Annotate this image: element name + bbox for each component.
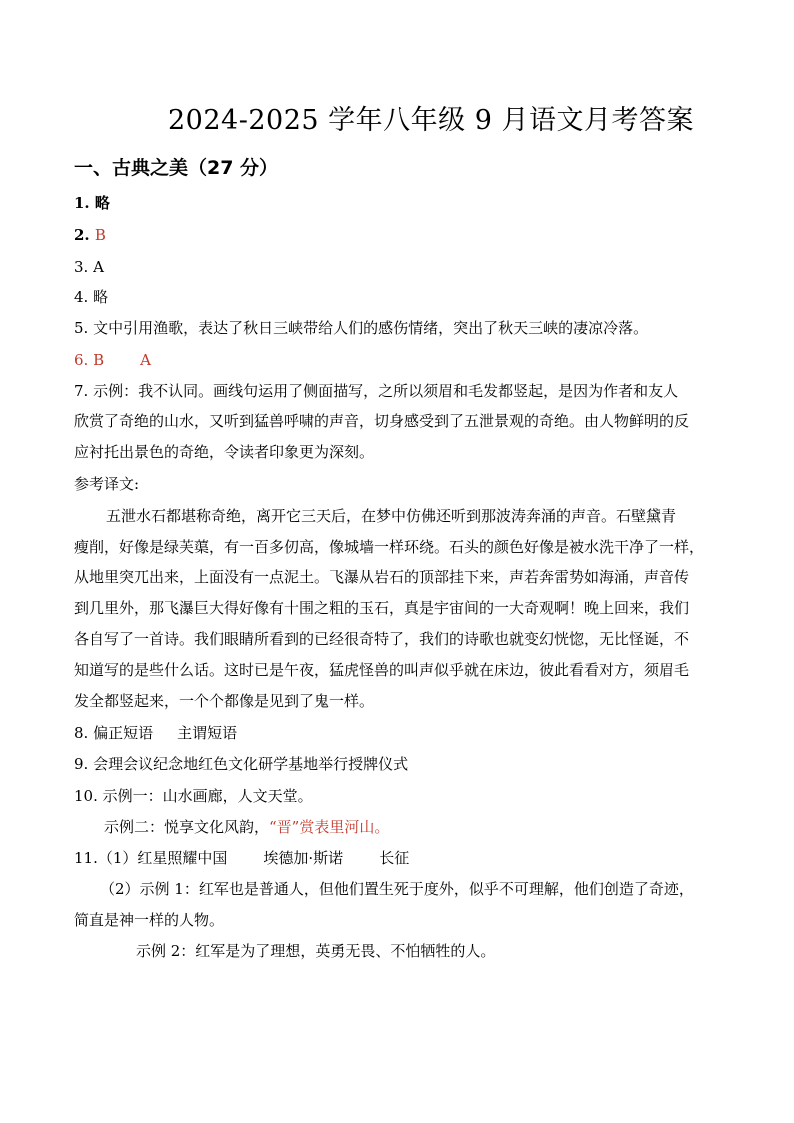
answer-6-first: 6. B (74, 351, 105, 369)
answer-11-part-1 (74, 847, 409, 869)
page-title: 2024-2025 学年八年级 9 月语文月考答案 (168, 105, 694, 136)
answer-11-part-2-line-3: 示例 2：红军是为了理想，英勇无畏、不怕牺牲的人。 (136, 942, 496, 960)
answer-11-first: 11.（1）红星照耀中国 (74, 849, 228, 867)
answer-6 (74, 349, 151, 371)
answer-3: 3. A (74, 258, 104, 276)
translation-line-5: 各自写了一首诗。我们眼睛所看到的已经很奇特了，我们的诗歌也就变幻恍惚，无比怪诞，不 (74, 630, 690, 648)
answer-7-line-2: 欣赏了奇绝的山水，又听到猛兽呼啸的声音，切身感受到了五泄景观的奇绝。由人物鲜明的反 (74, 412, 690, 430)
answer-7-line-1: 7. 示例：我不认同。画线句运用了侧面描写，之所以须眉和毛发都竖起，是因为作者和友人 (74, 382, 679, 400)
answer-11-third: 长征 (379, 849, 410, 867)
answer-8-first: 8. 偏正短语 (74, 724, 154, 742)
answer-9: 9. 会理会议纪念地红色文化研学基地举行授牌仪式 (74, 755, 409, 773)
answer-10-line-2 (104, 816, 389, 838)
translation-line-1: 五泄水石都堪称奇绝，离开它三天后，在梦中仿佛还听到那波涛奔涌的声音。石壁黛青 (106, 507, 677, 525)
answer-2 (74, 224, 106, 246)
answer-10-line-2-highlight: “晋”赏表里河山。 (269, 818, 390, 836)
answer-6-second: A (140, 351, 151, 369)
translation-line-2: 瘦削，好像是绿芙蕖，有一百多仞高，像城墙一样环绕。石头的颜色好像是被水洗干净了一样， (74, 538, 705, 556)
answer-4: 4. 略 (74, 288, 109, 306)
answer-8 (74, 722, 237, 744)
answer-2-value: B (94, 226, 106, 244)
answer-10-line-2-prefix: 示例二：悦享文化风韵， (104, 818, 270, 836)
translation-line-6: 知道写的是些什么话。这时已是午夜，猛虎怪兽的叫声似乎就在床边，彼此看看对方，须眉毛 (74, 661, 690, 679)
translation-label: 参考译文: (74, 475, 140, 493)
answer-10-line-1: 10. 示例一：山水画廊，人文天堂。 (74, 787, 313, 805)
answer-2-number: 2. (74, 226, 95, 244)
answer-11-part-2-line-1: （2）示例 1：红军也是普通人，但他们置生死于度外，似乎不可理解，他们创造了奇迹， (100, 880, 694, 898)
section-heading-classical: 一、古典之美（27 分） (74, 157, 279, 179)
answer-8-second: 主谓短语 (177, 724, 238, 742)
translation-line-3: 从地里突兀出来，上面没有一点泥土。飞瀑从岩石的顶部挂下来，声若奔雷势如海涌，声音传 (74, 568, 690, 586)
answer-11-part-2-line-2: 简直是神一样的人物。 (74, 911, 225, 929)
translation-line-4: 到几里外，那飞瀑巨大得好像有十围之粗的玉石，真是宇宙间的一大奇观啊！晚上回来，我们 (74, 599, 690, 617)
answer-5: 5. 文中引用渔歌，表达了秋日三峡带给人们的感伤情绪，突出了秋天三峡的凄凉冷落。 (74, 319, 649, 337)
answer-11-second: 埃德加·斯诺 (263, 849, 344, 867)
translation-line-7: 发全都竖起来，一个个都像是见到了鬼一样。 (74, 692, 375, 710)
answer-7-line-3: 应衬托出景色的奇绝，令读者印象更为深刻。 (74, 443, 375, 461)
answer-1: 1. 略 (74, 194, 110, 212)
